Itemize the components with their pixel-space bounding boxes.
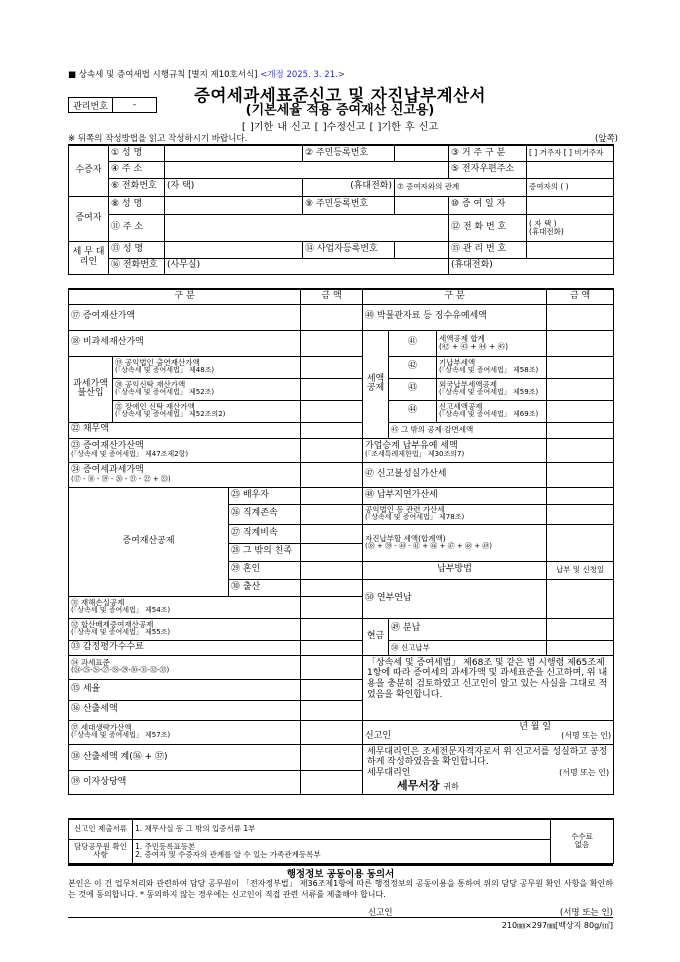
officer-docs-value-1: 1. 주민등록표등본: [135, 842, 196, 852]
parties-table: [68, 144, 614, 275]
item-50-sub: (㊳ + ㊴ - ㊵ - ㊶ + ㊻ + ㊼ + ㊽ + ㊾): [365, 541, 493, 550]
table-cell: [437, 378, 547, 400]
item-30-amount[interactable]: [301, 579, 363, 596]
item-50-label: 자진납부할 세액(합계액): [365, 533, 446, 543]
donee-residency-label: ③ 거 주 구 분: [449, 145, 527, 161]
item-28-amount[interactable]: [301, 543, 363, 561]
item-41-amount[interactable]: [547, 330, 614, 356]
item-32-sub: (「상속세 및 증여세법」 제55조): [71, 628, 171, 637]
tax-office-label: 세무서장: [397, 778, 440, 792]
filer-signature-block[interactable]: [363, 720, 614, 744]
table-cell: [113, 356, 301, 378]
item-23-sub: (「상속세 및 증여세법」 제47조제2항): [71, 450, 189, 459]
text-fragment: ㉛: [71, 598, 81, 608]
paper-spec: 210㎜×297㎜[백상지 80g/㎡]: [501, 921, 613, 930]
item-31-amount[interactable]: [301, 596, 363, 618]
revision-date: <개정 2025. 3. 21.>: [260, 70, 345, 80]
consent-body: 본인은 이 건 업무처리와 관련하여 담당 공무원이 「전자정부법」 제36조제1항에 따른 행정정보의 공동이용을 통하여 위의 담당 공무원 확인 사항을 확인하는 것에 동의합니다. * 동의하지 않는 경우에는 신고인이 직접 관련 서류를 제출해야 합니다.: [68, 879, 613, 899]
item-22-label: ㉒ 채무액: [69, 422, 301, 438]
item-44-amount[interactable]: [547, 400, 614, 422]
agent-signature: (서명 또는 인): [559, 768, 610, 778]
form-rule-header: [68, 68, 345, 80]
item-25-label: ㉕ 배우자: [229, 487, 301, 504]
text-fragment: 세대생략가산액: [80, 723, 132, 733]
instruction-note: ※ 뒤쪽의 작성방법을 읽고 작성하시기 바랍니다.: [68, 134, 248, 144]
col-header-category-b: 구 분: [363, 289, 547, 304]
item-44-label: 신고세액공제: [439, 402, 483, 412]
item-19-label: 공익법인 출연재산가액: [124, 358, 200, 368]
table-cell: [133, 839, 551, 863]
item-30-label: ㉚ 출산: [229, 579, 301, 596]
item-49-sub: (「상속세 및 증여세법」 제78조): [365, 513, 465, 522]
agent-declaration-text: 세무대리인은 조세전문자격자로서 위 신고서를 성실하고 공정하게 작성하였음을 확인합니다.: [367, 746, 608, 768]
tax-credit-group-label: 세액 공제: [363, 330, 389, 438]
table-cell: [437, 330, 547, 356]
item-20-amount[interactable]: [301, 378, 363, 400]
attachments-table: [68, 818, 614, 864]
item-48-label: ㊽ 납부지연가산세: [363, 487, 547, 504]
agent-declaration-block[interactable]: [363, 744, 614, 795]
agent-mgmt-field[interactable]: [527, 241, 614, 258]
agent-bizno-field[interactable]: [395, 241, 449, 258]
donee-relation-label: ⑦ 증여자와의 관계: [395, 178, 527, 196]
donor-name-label: ⑧ 성 명: [109, 196, 165, 214]
item-24-sub: (⑰ - ⑱ - ⑲ - ⑳ - ㉑ - ㉒ + ㉓): [71, 474, 171, 483]
table-cell: [69, 438, 301, 462]
item-38-label: ㊳ 산출세액 계(㊱ + ㊲): [69, 744, 301, 771]
item-38-amount[interactable]: [301, 744, 363, 771]
item-40-label: ㊵ 박물관자료 등 징수유예세액: [363, 304, 547, 330]
agent-section-label: 세 무 대리인: [69, 241, 109, 274]
table-cell: [113, 378, 301, 400]
item-45-amount[interactable]: [547, 422, 614, 438]
donor-phone-label: ⑫ 전 화 번 호: [449, 214, 527, 241]
item-52-field[interactable]: [547, 618, 614, 640]
donee-phone-mobile[interactable]: (휴대전화): [303, 178, 395, 196]
item-35-amount[interactable]: [301, 679, 363, 700]
item-44-no: ㊹: [389, 400, 437, 422]
donee-relation-field[interactable]: 증여자의 ( ): [527, 178, 614, 196]
text-fragment: ㉞: [71, 658, 81, 668]
item-21-amount[interactable]: [301, 400, 363, 422]
payment-date-header: 납부 및 신청일: [547, 561, 614, 579]
text-fragment: 재해손실공제: [80, 598, 125, 608]
item-48-amount[interactable]: [547, 487, 614, 504]
table-cell: [437, 400, 547, 422]
item-52-label: [389, 618, 547, 640]
item-49-label: 공익법인 등 관련 가산세: [365, 505, 445, 515]
item-39-amount[interactable]: [301, 771, 363, 795]
item-22-amount[interactable]: [301, 422, 363, 438]
item-18-label: ⑱ 비과세재산가액: [69, 330, 301, 356]
text-fragment: [68, 917, 613, 918]
item-29-label: ㉙ 혼인: [229, 561, 301, 579]
item-29-amount[interactable]: [301, 561, 363, 579]
item-42-no: ㊷: [389, 356, 437, 378]
form-title: 증여세과세표준신고 및 자진납부계산서: [194, 86, 486, 105]
item-32-amount[interactable]: [301, 618, 363, 640]
item-17-amount[interactable]: [301, 304, 363, 330]
donor-rrn-field[interactable]: [395, 196, 449, 214]
item-40-amount[interactable]: [547, 304, 614, 330]
management-number-label: 관리번호: [69, 98, 113, 112]
item-27-label: ㉗ 직계비속: [229, 524, 301, 543]
donor-rrn-label: ⑨ 주민등록번호: [303, 196, 395, 214]
item-23-label: ㉓ 증여재산가산액: [71, 440, 144, 451]
item-41-no: ㊶: [389, 330, 437, 356]
item-23-amount[interactable]: [301, 438, 363, 462]
agent-mgmt-label: ⑮ 관 리 번 호: [449, 241, 527, 258]
agent-name-label: ⑬ 성 명: [109, 241, 165, 258]
item-19-sub: (「상속세 및 증여세법」 제48조): [115, 366, 215, 375]
item-17-label: ⑰ 증여재산가액: [69, 304, 301, 330]
item-45-label: ㊺ 그 밖의 공제·감면세액: [389, 422, 547, 438]
text-fragment: [367, 779, 609, 792]
item-20-sub: (「상속세 및 증여세법」 제52조): [115, 388, 215, 397]
item-42-amount[interactable]: [547, 356, 614, 378]
donee-section-label: 수증자: [69, 145, 109, 196]
donee-phone-home[interactable]: (자 택): [165, 178, 303, 196]
officer-docs-label: 담당공무원 확인사항: [69, 839, 133, 863]
item-18-amount[interactable]: [301, 330, 363, 356]
text-fragment: ㉜: [71, 620, 81, 630]
item-53-field[interactable]: [547, 640, 614, 655]
text-fragment: [367, 768, 609, 779]
management-number-value[interactable]: -: [132, 100, 137, 110]
item-50-amount[interactable]: [547, 524, 614, 561]
item-43-label: 외국납부세액공제: [439, 380, 497, 390]
item-21-sub: (「상속세 및 증여세법」 제52조의2): [115, 410, 226, 419]
gift-deduction-group-label: 증여재산공제: [69, 487, 229, 596]
declaration-date: 년 월 일: [519, 721, 552, 732]
item-46-sub: (「조세특례제한법」 제30조의7): [365, 450, 465, 459]
management-number-box: [68, 97, 157, 113]
item-43-sub: (「상속세 및 증여세법」 제59조): [439, 388, 539, 397]
item-19-amount[interactable]: [301, 356, 363, 378]
item-43-no: ㊸: [389, 378, 437, 400]
item-46-amount[interactable]: [547, 438, 614, 462]
col-header-category-a: 구 분: [69, 289, 301, 304]
item-25-amount[interactable]: [301, 487, 363, 504]
officer-docs-value-2: 2. 증여자 및 수증자의 관계를 알 수 있는 가족관계등록부: [135, 850, 321, 859]
item-46-label: 가업승계 납부유예 세액: [365, 440, 458, 451]
donee-name-field[interactable]: [165, 145, 303, 161]
item-24-amount[interactable]: [301, 462, 363, 487]
item-47-label: ㊼ 신고불성실가산세: [363, 462, 547, 487]
item-35-label: ㉟ 세율: [69, 679, 301, 700]
item-19-no: ⑲: [115, 358, 125, 368]
col-header-amount-b: 금 액: [547, 289, 614, 304]
item-26-amount[interactable]: [301, 504, 363, 524]
item-26-label: ㉖ 직계존속: [229, 504, 301, 524]
item-44-sub: (「상속세 및 증여세법」 제69조): [439, 410, 539, 419]
table-cell: [69, 655, 301, 679]
item-24-label: ㉔ 증여세과세가액: [71, 465, 144, 476]
item-36-label: ㊱ 산출세액: [69, 700, 301, 720]
filer-docs-label: 신고인 제출서류: [69, 819, 133, 839]
item-36-amount[interactable]: [301, 700, 363, 720]
fee-label: 수수료: [571, 832, 593, 842]
item-21-label: 장애인 신탁 재산가액: [124, 402, 195, 412]
donee-name-label: ① 성 명: [109, 145, 165, 161]
text-fragment: [365, 732, 611, 741]
consent-signer-label: 신고인: [368, 908, 393, 918]
filing-type-checkboxes[interactable]: [ ]기한 내 신고 [ ]수정신고 [ ]기한 후 신고: [241, 122, 439, 133]
text-fragment: 과세표준: [80, 658, 110, 668]
consent-title: 행정정보 공동이용 동의서: [286, 869, 395, 880]
consent-signer-signature: (서명 또는 인): [559, 908, 613, 918]
agent-phone-label: ⑯ 전화번호: [109, 258, 165, 274]
agent-phone-mobile[interactable]: (휴대전화): [449, 258, 614, 274]
donor-section-label: 증여자: [69, 196, 109, 241]
item-49-amount[interactable]: [547, 504, 614, 524]
filer-label: 신고인: [365, 731, 392, 741]
item-20-no: ⑳: [115, 380, 125, 390]
item-34-sub: (㉔-㉕-㉖-㉗-㉘-㉙-㉚-㉛-㉜-㉝): [71, 666, 170, 675]
item-33-label: ㉝ 감정평가수수료: [69, 640, 301, 655]
fee-block: [551, 819, 614, 863]
donor-name-field[interactable]: [165, 196, 303, 214]
agent-name-field[interactable]: [165, 241, 303, 258]
gift-date-field[interactable]: [527, 196, 614, 214]
table-cell: [69, 720, 301, 744]
table-cell: [69, 462, 301, 487]
text-fragment: 합산배제증여재산공제: [80, 620, 154, 630]
item-20-label: 공익신탁 재산가액: [124, 380, 186, 390]
tax-office-suffix: 귀하: [443, 781, 459, 791]
donor-address-field[interactable]: [165, 214, 449, 241]
item-39-label: ㊴ 이자상당액: [69, 771, 301, 795]
item-27-amount[interactable]: [301, 524, 363, 543]
text-fragment: ㊾: [391, 623, 403, 634]
cash-group-label: 현금: [363, 618, 389, 655]
item-47-amount[interactable]: [547, 462, 614, 487]
page-side: (앞쪽): [594, 134, 618, 144]
table-cell: [437, 356, 547, 378]
text-fragment: ㊲: [71, 723, 81, 733]
declaration-text: 「상속세 및 증여세법」 제68조 및 같은 법 시행령 제65조제1항에 따라 증여세의 과세가액 및 과세표준을 신고하며, 위 내용을 충분히 검토하였고 신고인이 알고 있는 사실을 그대로 적었음을 확인합니다.: [363, 655, 614, 720]
agent-phone-office[interactable]: (사무실): [165, 258, 449, 274]
item-33-amount[interactable]: [301, 640, 363, 655]
item-41-sub: (㊷ + ㊸ + ㊹ + ㊺): [439, 342, 509, 351]
donee-rrn-label: ② 주민등록번호: [303, 145, 395, 161]
text-fragment: ㊿: [391, 642, 401, 652]
donor-phone-field[interactable]: [527, 214, 614, 241]
payment-method-header: 납부방법: [363, 561, 547, 579]
donee-email-label: ⑤ 전자우편주소: [449, 161, 527, 178]
item-51-label: ㊿ 연부연납: [363, 579, 547, 618]
table-cell: [363, 524, 547, 561]
item-34-amount[interactable]: [301, 655, 363, 679]
fee-value: 없음: [574, 840, 590, 850]
donee-address-field[interactable]: [165, 161, 449, 178]
item-41-label: 세액공제 합계: [439, 334, 485, 344]
table-cell: [69, 618, 301, 640]
agent-bizno-label: ⑭ 사업자등록번호: [303, 241, 395, 258]
non-taxable-group-label: 과세가액 불산입: [69, 356, 113, 422]
donee-residency-options[interactable]: [ ] 거주자 [ ] 비거주자: [527, 145, 614, 161]
table-cell: [113, 400, 301, 422]
item-28-label: ㉘ 그 밖의 친족: [229, 543, 301, 561]
item-43-amount[interactable]: [547, 378, 614, 400]
donor-phone-home: ( 자 택 ): [529, 218, 557, 228]
item-53-label: [389, 640, 547, 655]
donee-email-field[interactable]: [527, 161, 614, 178]
table-cell: [363, 504, 547, 524]
calculation-table: [68, 288, 614, 795]
table-cell: [363, 438, 547, 462]
filer-signature: (서명 또는 인): [561, 731, 612, 740]
item-42-sub: (「상속세 및 증여세법」 제58조): [439, 366, 539, 375]
item-37-sub: (「상속세 및 증여세법」 제57조): [71, 731, 171, 740]
item-21-no: ㉑: [115, 402, 125, 412]
donee-phone-label: ⑥ 전화번호: [109, 178, 165, 196]
gift-date-label: ⑩ 증 여 일 자: [449, 196, 527, 214]
donor-address-label: ⑪ 주 소: [109, 214, 165, 241]
text-fragment: ■ 상속세 및 증여세법 시행규칙 [별지 제10호서식]: [68, 70, 258, 80]
donee-address-label: ④ 주 소: [109, 161, 165, 178]
text-fragment: 신고납부: [400, 642, 430, 652]
filer-docs-value: 1. 채무사실 등 그 밖의 입증서류 1부: [133, 819, 551, 839]
agent-signature-label: 세무대리인: [367, 768, 411, 779]
item-51-field[interactable]: [547, 579, 614, 618]
form-subtitle: (기본세율 적용 증여재산 신고용): [245, 103, 435, 118]
text-fragment: 분납: [402, 623, 421, 634]
item-37-amount[interactable]: [301, 720, 363, 744]
donee-rrn-field[interactable]: [395, 145, 449, 161]
item-31-sub: (「상속세 및 증여세법」 제54조): [71, 606, 171, 615]
item-42-label: 기납부세액: [439, 358, 476, 368]
col-header-amount-a: 금 액: [301, 289, 363, 304]
table-cell: [69, 596, 301, 618]
donor-phone-mobile: (휴대전화): [529, 226, 564, 236]
